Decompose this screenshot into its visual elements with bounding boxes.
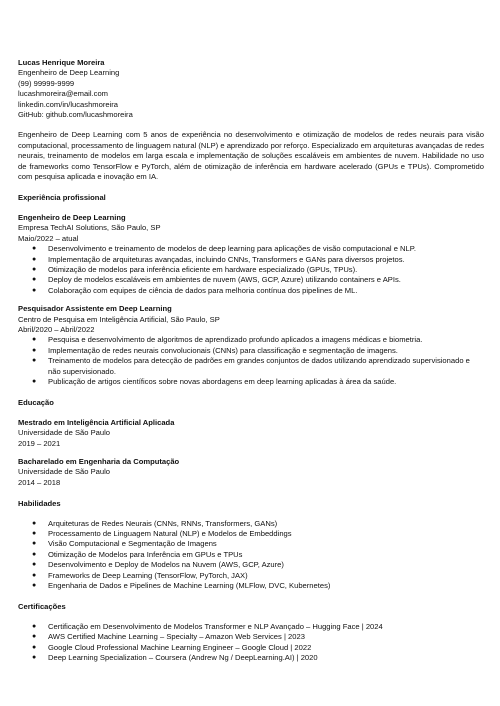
contact-block bbox=[18, 58, 484, 120]
list-item-text: AWS Certified Machine Learning – Specialty – Amazon Web Services | 2023 bbox=[48, 632, 305, 642]
bullet-icon: ● bbox=[32, 571, 37, 579]
school-name: Universidade de São Paulo bbox=[18, 428, 111, 438]
list-item-text: Desenvolvimento e treinamento de modelos de deep learning para aplicações de visão computacional e NLP. bbox=[48, 244, 416, 254]
skills-list bbox=[18, 519, 484, 592]
job-role: Pesquisador Assistente em Deep Learning bbox=[18, 304, 172, 314]
list-item bbox=[18, 265, 484, 275]
bullet-icon: ● bbox=[32, 377, 37, 385]
list-item bbox=[18, 581, 484, 591]
bullet-icon: ● bbox=[32, 255, 37, 263]
bullet-icon: ● bbox=[32, 633, 37, 641]
professional-summary: Engenheiro de Deep Learning com 5 anos de experiência no desenvolvimento e otimização de modelos de redes neurais para visão computacional, processamento de linguagem natural (NLP) e aprendizado por reforço. Especializado em arquiteturas avançadas de redes neurais, treinamento de modelos em larga escala e implementação de soluções escaláveis em ambientes de nuvem. Habilidade no uso de frameworks como TensorFlow e PyTorch, além de otimização de inferência em hardware acelerado (GPUs e TPUs). Comprometido com pesquisa aplicada e inovação em IA. bbox=[18, 130, 484, 182]
education-entry bbox=[18, 418, 484, 449]
job-period: Abril/2020 – Abril/2022 bbox=[18, 324, 95, 334]
list-item-text: Deep Learning Specialization – Coursera (Andrew Ng / DeepLearning.AI) | 2020 bbox=[48, 653, 318, 663]
certifications-heading: Certificações bbox=[18, 602, 66, 612]
experience-list bbox=[18, 213, 484, 388]
bullet-icon: ● bbox=[32, 643, 37, 651]
list-item bbox=[18, 643, 484, 653]
list-item bbox=[18, 622, 484, 632]
list-item bbox=[18, 653, 484, 663]
resume-content bbox=[18, 58, 484, 664]
bullet-icon: ● bbox=[32, 519, 37, 527]
list-item-text: Pesquisa e desenvolvimento de algoritmos de aprendizado profundo aplicados a imagens médicas e biometria. bbox=[48, 335, 423, 345]
experience-heading: Experiência profissional bbox=[18, 193, 106, 203]
bullet-icon: ● bbox=[32, 276, 37, 284]
bullet-icon: ● bbox=[32, 550, 37, 558]
bullet-icon: ● bbox=[32, 245, 37, 253]
list-item bbox=[18, 335, 484, 345]
list-item-text: Engenharia de Dados e Pipelines de Machine Learning (MLFlow, DVC, Kubernetes) bbox=[48, 581, 331, 591]
education-list bbox=[18, 418, 484, 488]
education-entry bbox=[18, 457, 484, 488]
bullet-icon: ● bbox=[32, 336, 37, 344]
list-item-text: Certificação em Desenvolvimento de Modelos Transformer e NLP Avançado – Hugging Face | 2024 bbox=[48, 621, 383, 631]
certifications-list bbox=[18, 622, 484, 664]
list-item-text: Otimização de modelos para inferência eficiente em hardware especializado (GPUs, TPUs). bbox=[48, 264, 358, 274]
bullet-icon: ● bbox=[32, 582, 37, 590]
list-item bbox=[18, 560, 484, 570]
list-item bbox=[18, 346, 484, 356]
list-item-text: Google Cloud Professional Machine Learning Engineer – Google Cloud | 2022 bbox=[48, 642, 312, 652]
list-item bbox=[18, 286, 484, 296]
bullet-icon: ● bbox=[32, 622, 37, 630]
job-period: Maio/2022 – atual bbox=[18, 233, 79, 243]
education-period: 2014 – 2018 bbox=[18, 477, 61, 487]
bullet-icon: ● bbox=[32, 561, 37, 569]
candidate-name: Lucas Henrique Moreira bbox=[18, 58, 105, 67]
list-item-text: Processamento de Linguagem Natural (NLP) e Modelos de Embeddings bbox=[48, 529, 292, 539]
list-item-text: Implementação de arquiteturas avançadas, incluindo CNNs, Transformers e GANs para diversos projetos. bbox=[48, 254, 405, 264]
job-company: Centro de Pesquisa em Inteligência Artificial, São Paulo, SP bbox=[18, 314, 220, 324]
education-heading: Educação bbox=[18, 398, 54, 408]
list-item bbox=[18, 255, 484, 265]
list-item bbox=[18, 356, 484, 377]
list-item bbox=[18, 550, 484, 560]
list-item bbox=[18, 529, 484, 539]
list-item-text: Otimização de Modelos para Inferência em GPUs e TPUs bbox=[48, 549, 243, 559]
phone-number: (99) 99999-9999 bbox=[18, 78, 75, 88]
list-item-text: Frameworks de Deep Learning (TensorFlow, PyTorch, JAX) bbox=[48, 570, 248, 580]
job-role: Engenheiro de Deep Learning bbox=[18, 212, 126, 222]
bullet-icon: ● bbox=[32, 346, 37, 354]
bullet-icon: ● bbox=[32, 654, 37, 662]
list-item-text: Publicação de artigos científicos sobre novas abordagens em deep learning aplicadas à área da saúde. bbox=[48, 376, 397, 386]
degree-title: Bacharelado em Engenharia da Computação bbox=[18, 457, 180, 466]
job-bullets bbox=[18, 335, 484, 387]
degree-title: Mestrado em Inteligência Artificial Aplicada bbox=[18, 417, 175, 427]
bullet-icon: ● bbox=[32, 357, 37, 365]
list-item bbox=[18, 244, 484, 254]
list-item-text: Arquiteturas de Redes Neurais (CNNs, RNNs, Transformers, GANs) bbox=[48, 518, 278, 528]
headline: Engenheiro de Deep Learning bbox=[18, 68, 120, 78]
skills-heading: Habilidades bbox=[18, 499, 61, 509]
list-item-text: Deploy de modelos escaláveis em ambientes de nuvem (AWS, GCP, Azure) utilizando containers e APIs. bbox=[48, 275, 401, 285]
list-item-text: Treinamento de modelos para detecção de padrões em grandes conjuntos de dados utilizando aprendizado supervisionado e não supervisionado. bbox=[48, 356, 470, 376]
list-item-text: Visão Computacional e Segmentação de Imagens bbox=[48, 539, 217, 549]
bullet-icon: ● bbox=[32, 265, 37, 273]
job-entry bbox=[18, 213, 484, 296]
list-item bbox=[18, 519, 484, 529]
linkedin-link[interactable]: linkedin.com/in/lucashmoreira bbox=[18, 99, 119, 109]
job-bullets bbox=[18, 244, 484, 296]
list-item-text: Colaboração com equipes de ciência de dados para melhoria contínua dos pipelines de ML. bbox=[48, 285, 358, 295]
job-company: Empresa TechAI Solutions, São Paulo, SP bbox=[18, 223, 161, 233]
bullet-icon: ● bbox=[32, 540, 37, 548]
email-address: lucashmoreira@email.com bbox=[18, 89, 109, 99]
list-item-text: Implementação de redes neurais convolucionais (CNNs) para classificação e segmentação de imagens. bbox=[48, 345, 398, 355]
list-item-text: Desenvolvimento e Deploy de Modelos na Nuvem (AWS, GCP, Azure) bbox=[48, 560, 284, 570]
school-name: Universidade de São Paulo bbox=[18, 467, 111, 477]
list-item bbox=[18, 571, 484, 581]
list-item bbox=[18, 377, 484, 387]
bullet-icon: ● bbox=[32, 286, 37, 294]
github-link[interactable]: GitHub: github.com/lucashmoreira bbox=[18, 110, 133, 120]
bullet-icon: ● bbox=[32, 530, 37, 538]
list-item bbox=[18, 632, 484, 642]
job-entry bbox=[18, 304, 484, 387]
list-item bbox=[18, 539, 484, 549]
list-item bbox=[18, 275, 484, 285]
education-period: 2019 – 2021 bbox=[18, 438, 61, 448]
